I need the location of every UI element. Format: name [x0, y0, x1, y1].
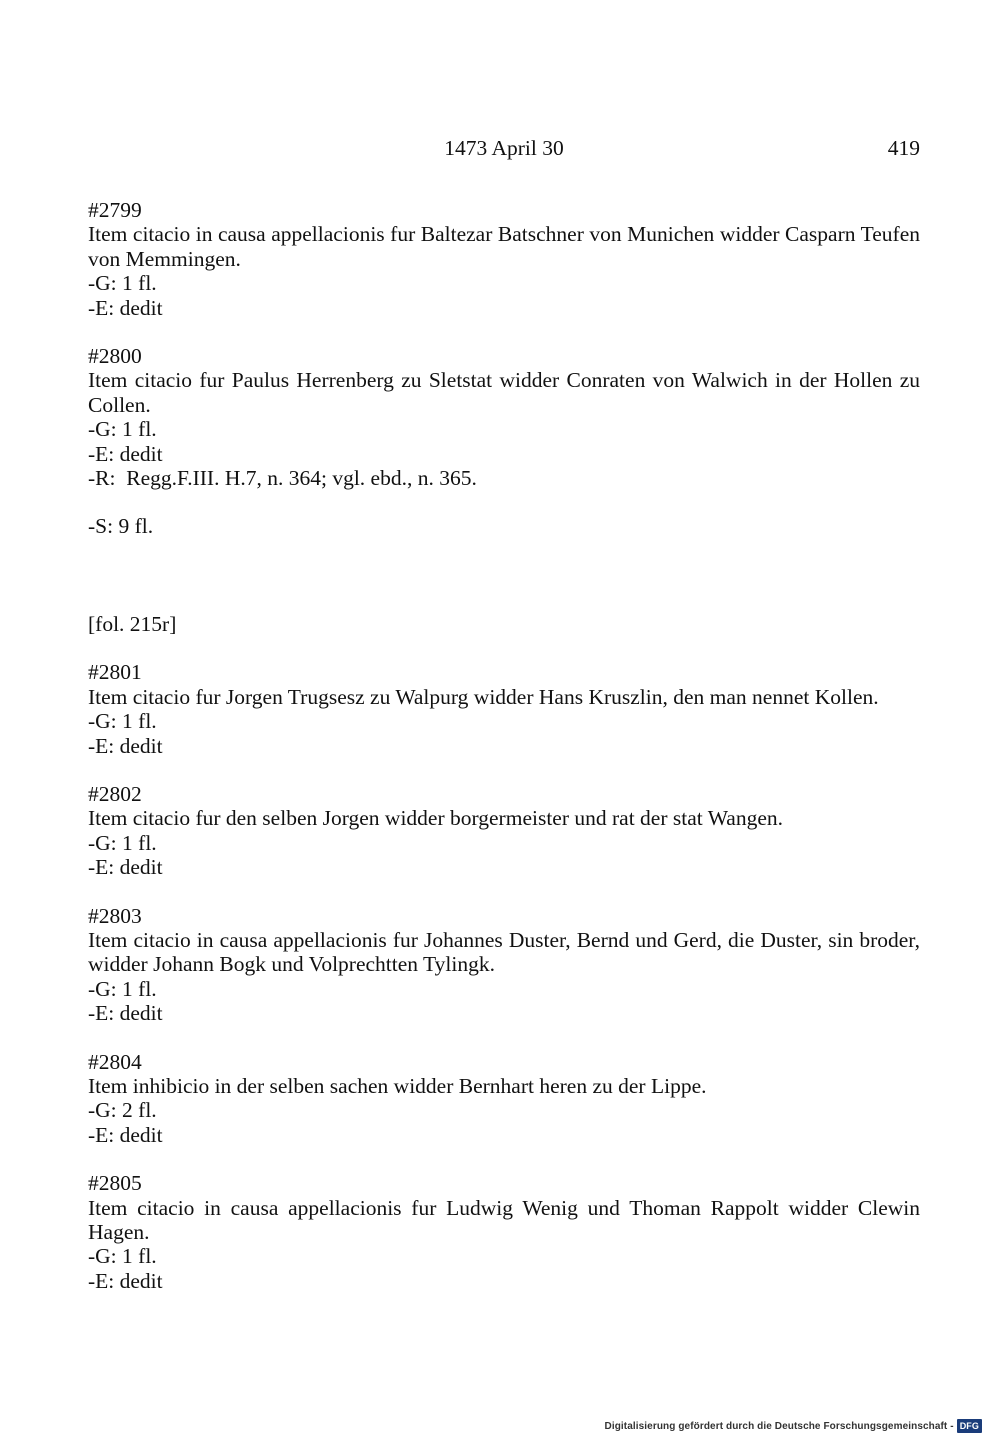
entry-field: -G: 1 fl.: [88, 417, 157, 442]
entry-field: -G: 1 fl.: [88, 976, 157, 1001]
entry: [88, 198, 920, 320]
entry-number: #2805: [88, 1171, 142, 1196]
entry-field: -R: Regg.F.III. H.7, n. 364; vgl. ebd., n. 365.: [88, 466, 477, 491]
entry-field: -G: 1 fl.: [88, 1244, 157, 1269]
page-number: 419: [887, 136, 920, 160]
entry-field: -E: dedit: [88, 855, 163, 880]
dfg-logo: DFG: [957, 1419, 982, 1433]
entry-field: -E: dedit: [88, 1122, 163, 1147]
header-date: 1473 April 30: [444, 136, 564, 160]
entry-field: -E: dedit: [88, 733, 163, 758]
entry-text: Item citacio fur den selben Jorgen widder borgermeister und rat der stat Wangen.: [88, 806, 784, 831]
entry-text: Item citacio fur Paulus Herrenberg zu Sletstat widder Conraten von Walwich in der Hollen zu Collen.: [88, 368, 920, 417]
digitization-credit: [605, 1419, 983, 1433]
entry: [88, 1050, 920, 1148]
entry-text: Item citacio in causa appellacionis fur Ludwig Wenig und Thoman Rappolt widder Clewin Hagen.: [88, 1195, 920, 1244]
entry: [88, 660, 920, 758]
entry-text: Item citacio fur Jorgen Trugsesz zu Walpurg widder Hans Kruszlin, den man nennet Kollen.: [88, 684, 879, 709]
document-body: [88, 198, 920, 1317]
entry-number: #2800: [88, 344, 142, 369]
entry-number: #2801: [88, 660, 142, 685]
entry-number: #2799: [88, 198, 142, 222]
entry: [88, 904, 920, 1026]
entry-text: Item citacio in causa appellacionis fur Johannes Duster, Bernd und Gerd, die Duster, sin broder, widder Johann Bogk und Volprechtten Tylingk.: [88, 927, 920, 977]
entry: [88, 1171, 920, 1293]
entry-field: -G: 1 fl.: [88, 271, 157, 296]
entry-field: -G: 2 fl.: [88, 1098, 157, 1123]
page-header: [88, 136, 920, 166]
credit-text: Digitalisierung gefördert durch die Deutsche Forschungsgemeinschaft -: [604, 1420, 954, 1432]
entry-field: -E: dedit: [88, 1268, 163, 1293]
entry-number: #2803: [88, 903, 142, 928]
entry: [88, 782, 920, 880]
entry-text: Item citacio in causa appellacionis fur Baltezar Batschner von Munichen widder Casparn Teufen von Memmingen.: [88, 222, 920, 271]
entry-field: -G: 1 fl.: [88, 709, 157, 734]
summary-line: -S: 9 fl.: [88, 514, 154, 539]
entry-field: -E: dedit: [88, 1001, 163, 1026]
folio-marker: [fol. 215r]: [88, 611, 177, 636]
entry-field: -E: dedit: [88, 441, 163, 466]
entry-number: #2802: [88, 781, 142, 806]
entry-text: Item inhibicio in der selben sachen widder Bernhart heren zu der Lippe.: [88, 1073, 707, 1098]
entry-field: -G: 1 fl.: [88, 830, 157, 855]
entry: [88, 344, 920, 490]
entry-field: -E: dedit: [88, 295, 163, 320]
entry-number: #2804: [88, 1049, 142, 1074]
